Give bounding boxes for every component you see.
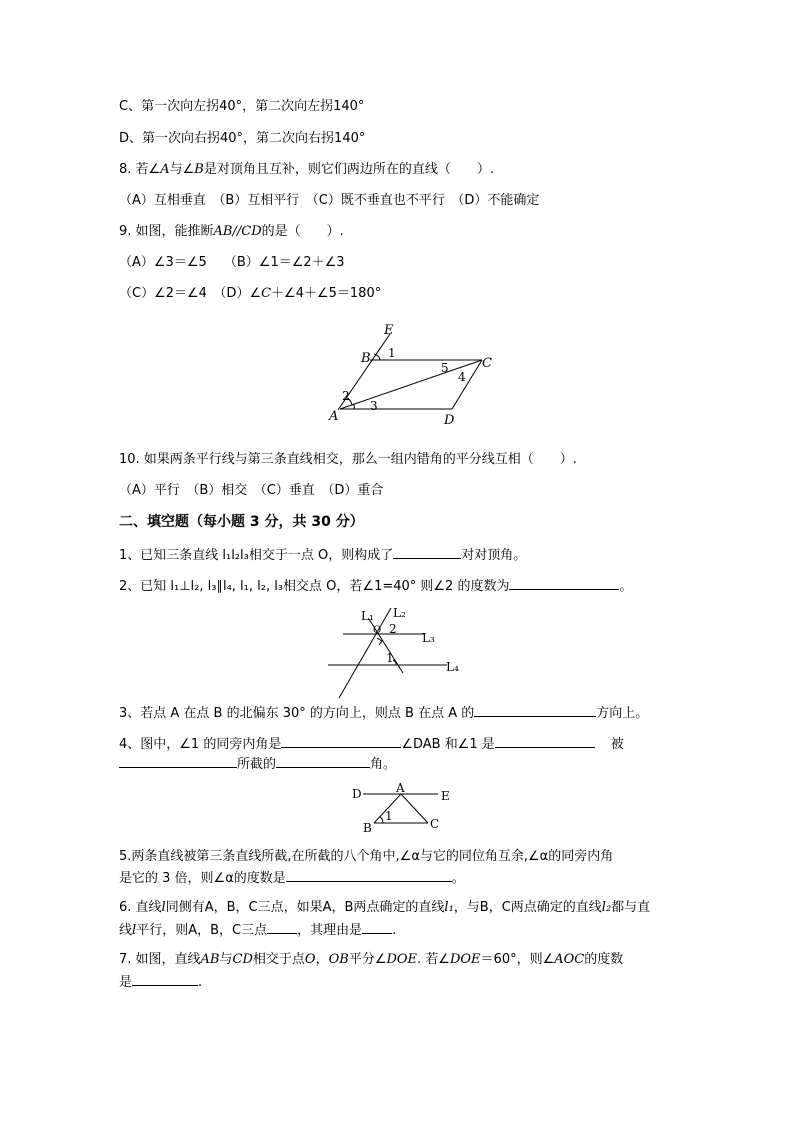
fill1-blank[interactable]: [393, 545, 461, 559]
fill4-label-e: E: [441, 789, 450, 803]
q9-label-angle1: 1: [388, 346, 396, 360]
fill4-blank1[interactable]: [281, 734, 401, 748]
q9-label-c: C: [482, 356, 492, 371]
fill2: 2、已知 l₁⊥l₂, l₃∥l₄, l₁, l₂, l₃相交点 O，若∠1=40° 则∠2 的度数为 。: [119, 576, 632, 596]
fill4-label-a: A: [396, 781, 405, 795]
q7-choice-d: D、第一次向右拐40°，第二次向右拐140°: [119, 131, 366, 146]
fill6-line2: 线l平行，则A，B，C三点 ，其理由是 .: [119, 920, 396, 940]
fill5-line1: 5.两条直线被第三条直线所截,在所截的八个角中,∠α与它的同位角互余,∠α的同旁内角: [119, 849, 614, 864]
fill2-label-o: O: [373, 625, 382, 636]
fill2-blank[interactable]: [509, 576, 619, 590]
fill4-line1: 4、图中，∠1 的同旁内角是 ∠DAB 和∠1 是 被: [119, 734, 624, 754]
q8-stem: 8. 若∠A与∠B是对顶角且互补，则它们两边所在的直线（ ）.: [119, 162, 494, 177]
fill6-blank2[interactable]: [362, 920, 392, 934]
fill7-line2: 是 .: [119, 972, 202, 992]
fill4-angle1-arc: [380, 817, 383, 823]
fill6-blank1[interactable]: [267, 920, 297, 934]
q9-angle1-arc: [374, 354, 380, 360]
fill2-label-angle2: 2: [389, 622, 397, 636]
fill2-label-l3: L₃: [422, 631, 435, 645]
fill2-label-l1: L₁: [361, 609, 374, 623]
q8-options: （A）互相垂直 （B）互相平行 （C）既不垂直也不平行 （D）不能确定: [119, 193, 540, 208]
fill4-label-angle1: 1: [385, 809, 393, 823]
q9-options-1: （A）∠3＝∠5 （B）∠1＝∠2＋∠3: [119, 255, 345, 270]
q9-label-angle2: 2: [342, 389, 350, 403]
fill4-line2: 所截的 角。: [119, 754, 396, 774]
q9-label-d: D: [444, 413, 455, 428]
q9-options-2: （C）∠2＝∠4 （D）∠C＋∠4＋∠5＝180°: [119, 286, 382, 301]
q9-stem: 9. 如图，能推断AB//CD的是（ ）.: [119, 224, 344, 239]
q9-angle3-arc: [353, 404, 354, 409]
fill4-label-c: C: [430, 817, 440, 831]
q9-label-b: B: [361, 351, 371, 366]
q7-choice-c: C、第一次向左拐40°，第二次向左拐140°: [119, 99, 365, 114]
fill4-figure: [348, 780, 458, 836]
fill6-line1: 6. 直线l同侧有A，B，C三点，如果A，B两点确定的直线l₁，与B，C两点确定的直线l₂都与直: [119, 900, 651, 915]
fill4-blank4[interactable]: [276, 754, 370, 768]
q9-figure: [320, 318, 510, 428]
fill1: 1、已知三条直线 l₁l₂l₃相交于一点 O，则构成了 对对顶角。: [119, 545, 526, 565]
fill4-blank2[interactable]: [495, 734, 595, 748]
q9-label-a: A: [329, 409, 339, 424]
fill2-figure: [325, 603, 475, 703]
fill5-line2: 是它的 3 倍，则∠α的度数是 。: [119, 868, 465, 888]
fill2-label-angle1: 1: [386, 651, 394, 665]
fill4-blank3[interactable]: [119, 754, 237, 768]
fill5-blank[interactable]: [286, 868, 452, 882]
fill4-label-b: B: [363, 821, 372, 835]
q9-label-angle4: 4: [458, 370, 466, 384]
fill3: 3、若点 A 在点 B 的北偏东 30° 的方向上，则点 B 在点 A 的 方向上。: [119, 703, 648, 723]
fill3-blank[interactable]: [474, 703, 596, 717]
fill2-label-l2: L₂: [393, 606, 406, 620]
fill4-label-d: D: [352, 787, 362, 801]
q10-stem: 10. 如果两条平行线与第三条直线相交，那么一组内错角的平分线互相（ ）.: [119, 452, 577, 467]
section2-title: 二、填空题（每小题 3 分，共 30 分）: [119, 514, 364, 530]
fill2-label-l4: L₄: [446, 660, 459, 674]
q9-line-ac: [340, 360, 482, 409]
fill4-line-ac: [401, 794, 428, 823]
fill7-blank[interactable]: [132, 972, 198, 986]
q9-line-cd: [452, 360, 482, 409]
q10-options: （A）平行 （B）相交 （C）垂直 （D）重合: [119, 483, 384, 498]
q9-label-angle5: 5: [441, 361, 449, 375]
q9-label-e: E: [384, 323, 394, 338]
q9-label-angle3: 3: [370, 399, 378, 413]
fill7-line1: 7. 如图，直线AB与CD相交于点O，OB平分∠DOE. 若∠DOE＝60°，则∠AOC的度数: [119, 952, 624, 967]
